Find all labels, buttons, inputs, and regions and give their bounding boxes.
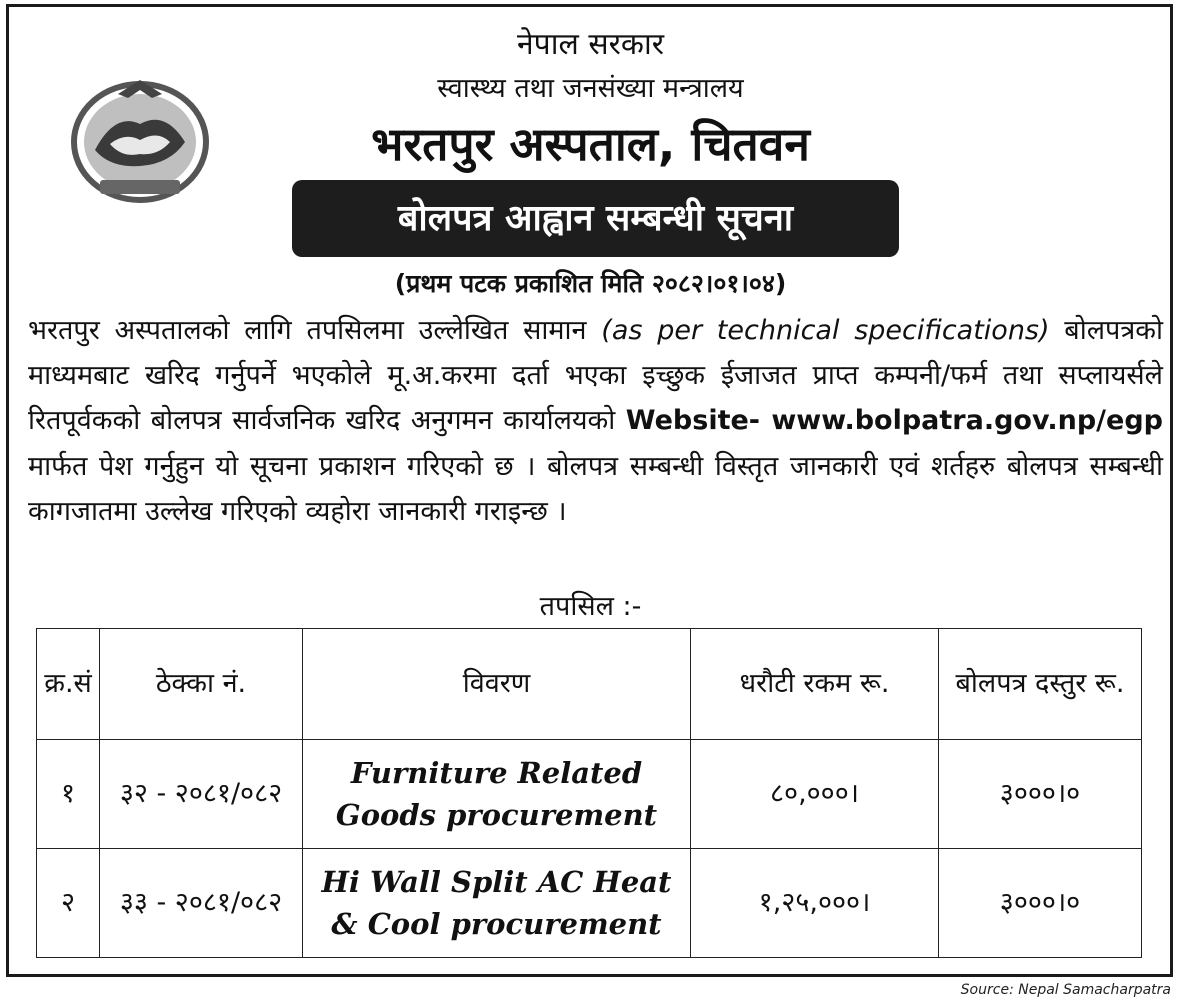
hospital-name: भरतपुर अस्पताल, चितवन bbox=[371, 117, 810, 171]
ministry-name: स्वास्थ्य तथा जनसंख्या मन्त्रालय bbox=[437, 73, 744, 104]
header-deposit: धरौटी रकम रू. bbox=[691, 629, 939, 740]
row-description: Hi Wall Split AC Heat & Cool procurement bbox=[303, 849, 691, 958]
row-sn: २ bbox=[37, 849, 100, 958]
row-sn: १ bbox=[37, 740, 100, 849]
body-text-2: बोलपत्रको माध्यमबाट खरिद गर्नुपर्ने भएकोले मू.अ.करमा दर्ता भएका इच्छुक ईजाजत प्राप्त कम्पनी/फर्म तथा सप्लायर्सले रितपूर्वकको बोलपत्र सार्वजनिक खरिद अनुगमन कार्यालयको bbox=[28, 315, 1163, 437]
table-header-row bbox=[37, 629, 1142, 740]
technical-specifications-note: (as per technical specifications) bbox=[601, 315, 1050, 346]
body-text-1: भरतपुर अस्पतालको लागि तपसिलमा उल्लेखित सामान bbox=[28, 315, 602, 346]
header-fee: बोलपत्र दस्तुर रू. bbox=[939, 629, 1142, 740]
notice-body bbox=[28, 308, 1163, 534]
source-credit: Source: Nepal Samacharpatra bbox=[960, 982, 1171, 998]
row-contract-no: ३२ - २०८१/०८२ bbox=[100, 740, 303, 849]
table-row bbox=[37, 849, 1142, 958]
header-contract-no: ठेक्का नं. bbox=[100, 629, 303, 740]
procurement-table bbox=[36, 628, 1142, 958]
header-description: विवरण bbox=[303, 629, 691, 740]
details-heading: तपसिल :- bbox=[539, 591, 642, 622]
row-deposit: ८०,०००। bbox=[691, 740, 939, 849]
table-row bbox=[37, 740, 1142, 849]
header-sn: क्र.सं bbox=[37, 629, 100, 740]
row-description: Furniture Related Goods procurement bbox=[303, 740, 691, 849]
row-fee: ३०००।० bbox=[939, 740, 1142, 849]
egp-website: Website- www.bolpatra.gov.np/egp bbox=[625, 405, 1163, 437]
publish-date: (प्रथम पटक प्रकाशित मिति २०८२।०१।०४) bbox=[394, 269, 787, 298]
notice-title-banner: बोलपत्र आह्वान सम्बन्धी सूचना bbox=[292, 180, 899, 257]
row-deposit: १,२५,०००। bbox=[691, 849, 939, 958]
row-fee: ३०००।० bbox=[939, 849, 1142, 958]
government-name: नेपाल सरकार bbox=[517, 27, 664, 62]
body-text-3: मार्फत पेश गर्नुहुन यो सूचना प्रकाशन गरिएको छ । बोलपत्र सम्बन्धी विस्तृत जानकारी एवं शर्तहरु बोलपत्र सम्बन्धी कागजातमा उल्लेख गरिएको व्यहोरा जानकारी गराइन्छ । bbox=[28, 450, 1163, 527]
row-contract-no: ३३ - २०८१/०८२ bbox=[100, 849, 303, 958]
